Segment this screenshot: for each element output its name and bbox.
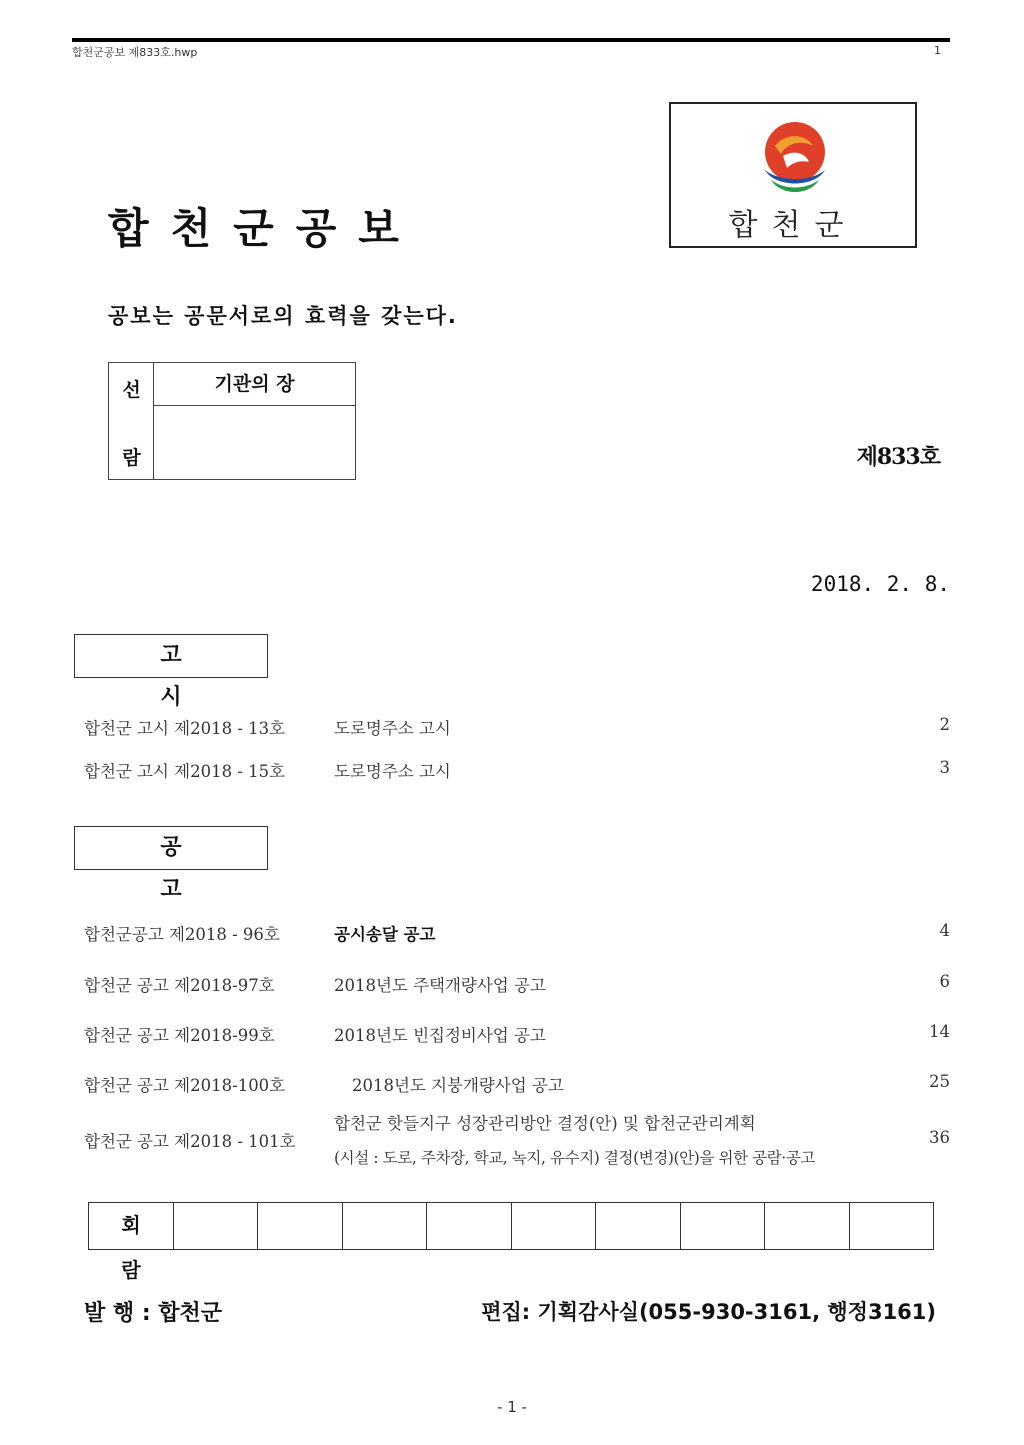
toc-item-subject: 2018년도 빈집정비사업 공고 — [334, 1026, 546, 1045]
document-filename: 합천군공보 제833호.hwp — [72, 46, 198, 59]
toc-item-page: 2 — [939, 715, 950, 734]
issue-date: 2018. 2. 8. — [810, 572, 950, 596]
top-rule — [72, 38, 950, 42]
toc-item-page: 25 — [929, 1072, 950, 1091]
circulation-box — [88, 1202, 934, 1282]
toc-item-page: 36 — [929, 1128, 950, 1147]
issue-number: 제833호 — [856, 444, 940, 470]
toc-item-code: 합천군 공고 제2018 - 101호 — [84, 1132, 296, 1151]
section-title-notices: 고 시 — [74, 634, 268, 678]
circulation-cell — [426, 1203, 510, 1249]
circulation-cell — [173, 1203, 257, 1249]
toc-item-code: 합천군공고 제2018 - 96호 — [84, 925, 280, 944]
circulation-cell — [257, 1203, 341, 1249]
toc-item-subject: 공시송달 공고 — [334, 925, 436, 944]
county-emblem-icon — [753, 116, 837, 200]
circulation-cell — [342, 1203, 426, 1249]
logo-county-name: 합천군 — [728, 208, 858, 243]
publisher: 발 행 : 합천군 — [84, 1301, 223, 1326]
circulation-cell — [595, 1203, 679, 1249]
toc-item-code: 합천군 공고 제2018-97호 — [84, 976, 275, 995]
toc-item-subject-line1: 합천군 핫들지구 성장관리방안 결정(안) 및 합천군관리계획 — [334, 1114, 756, 1133]
toc-item-subject: 도로명주소 고시 — [334, 719, 451, 738]
circulation-cell — [764, 1203, 848, 1249]
toc-item-page: 14 — [929, 1022, 950, 1041]
gazette-title: 합천군공보 — [108, 204, 421, 253]
circulation-label: 회 람 — [121, 1213, 151, 1282]
toc-item-code: 합천군 공고 제2018-99호 — [84, 1026, 275, 1045]
footer-page-number: - 1 - — [497, 1398, 527, 1416]
toc-item-code: 합천군 고시 제2018 - 15호 — [84, 762, 286, 781]
toc-item-code: 합천군 공고 제2018-100호 — [84, 1076, 286, 1095]
toc-item-code: 합천군 고시 제2018 - 13호 — [84, 719, 286, 738]
reading-label-column — [109, 363, 154, 479]
reading-label-bottom: 람 — [122, 447, 141, 469]
header-page-number: 1 — [934, 44, 941, 57]
circulation-cell — [849, 1203, 933, 1249]
reading-header-agency-head: 기관의 장 — [154, 363, 355, 406]
circulation-cell — [511, 1203, 595, 1249]
circulation-cell — [680, 1203, 764, 1249]
toc-item-page: 3 — [939, 758, 950, 777]
editor-contact: 편집: 기획감사실(055-930-3161, 행정3161) — [481, 1300, 936, 1324]
county-logo — [669, 102, 917, 248]
toc-item-page: 6 — [939, 972, 950, 991]
reading-label-top: 선 — [122, 379, 141, 401]
toc-item-subject: 도로명주소 고시 — [334, 762, 451, 781]
toc-item-page: 4 — [939, 921, 950, 940]
gazette-motto: 공보는 공문서로의 효력을 갖는다. — [108, 304, 458, 328]
toc-item-subject: 2018년도 주택개량사업 공고 — [334, 976, 546, 995]
section-title-announcements: 공 고 — [74, 826, 268, 870]
toc-item-subject: 2018년도 지붕개량사업 공고 — [352, 1076, 564, 1095]
toc-item-subject-line2: (시설 : 도로, 주차장, 학교, 녹지, 유수지) 결정(변경)(안)을 위한 공람·공고 — [334, 1149, 815, 1167]
reading-approval-box — [108, 362, 356, 480]
